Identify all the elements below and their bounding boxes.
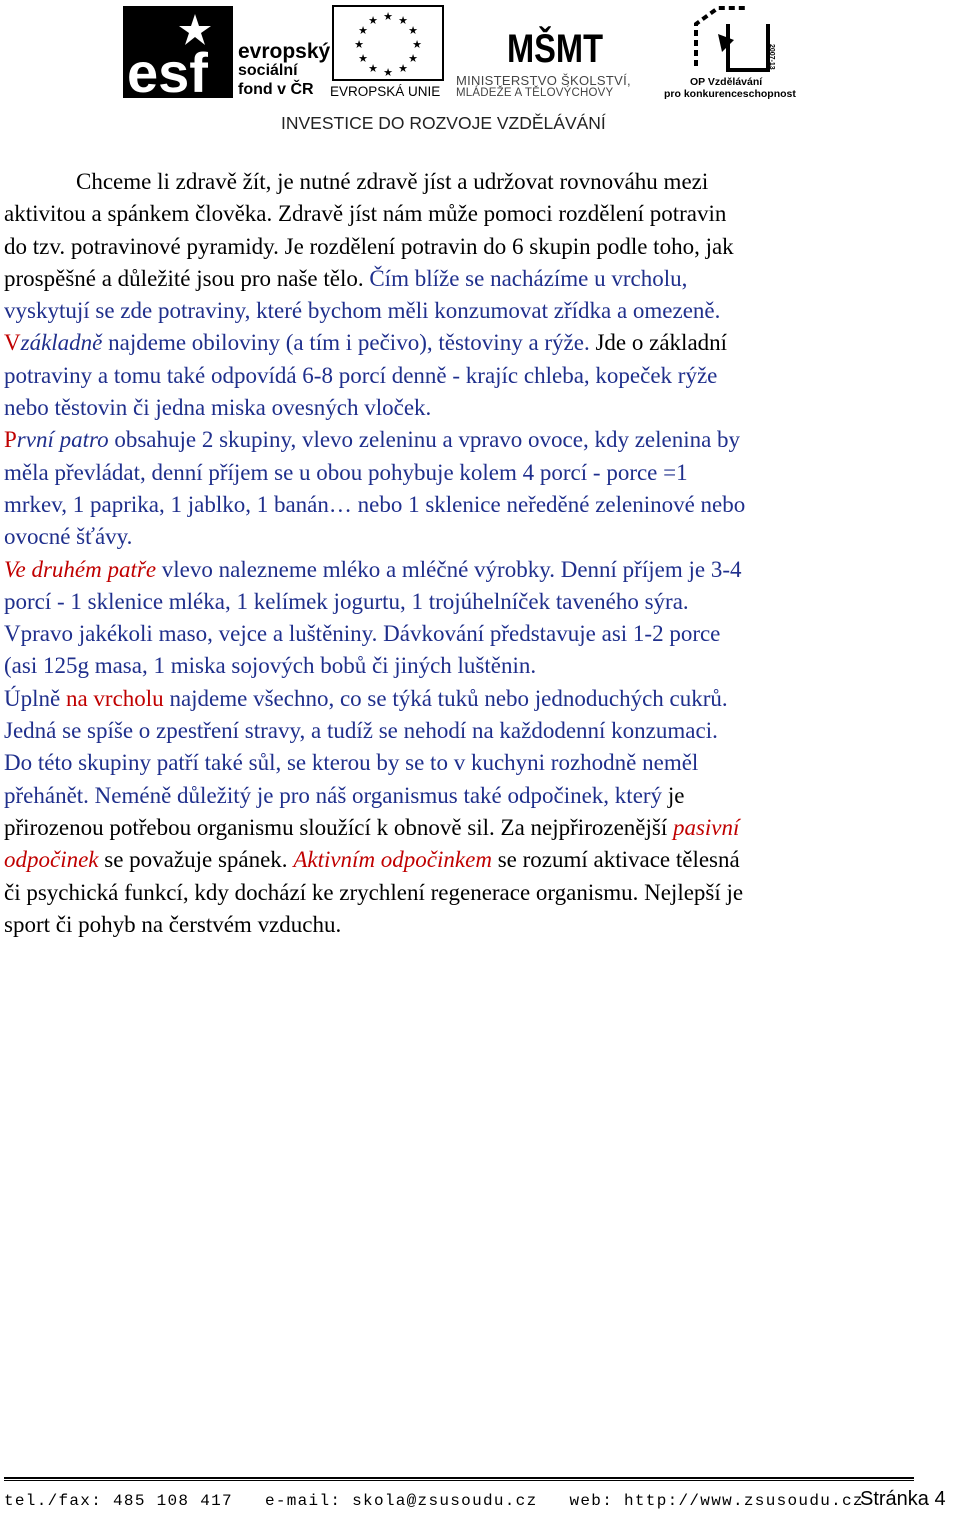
text-line	[4, 263, 944, 295]
text-run: rvní patro	[16, 427, 109, 453]
text-line: či psychická funkcí, kdy dochází ke zrychlení regenerace organismu. Nejlepší je	[4, 879, 744, 905]
esf-logo-text: esf	[127, 41, 208, 104]
text-line: do tzv. potravinové pyramidy. Je rozdělení potravin do 6 skupin podle toho, jak	[4, 233, 734, 259]
text-run: pasivní	[672, 814, 740, 840]
text-line	[4, 554, 944, 586]
footer-divider-thin	[4, 1480, 914, 1481]
text-line: vyskytují se zde potraviny, které bychom měli konzumovat zřídka a omezeně.	[4, 298, 721, 324]
text-run: Aktivním odpočinkem	[293, 847, 492, 873]
text-line: nebo těstovin či jedna miska ovesných vloček.	[4, 395, 432, 421]
svg-text:★: ★	[358, 53, 368, 65]
esf-caption	[238, 42, 330, 99]
text-run: Úplně	[4, 685, 66, 711]
svg-text:★: ★	[398, 15, 408, 27]
text-run: přehánět. Neméně důležitý je pro náš organismus také odpočinek, který	[4, 782, 663, 808]
text-run: základně	[20, 330, 103, 356]
text-run: je	[662, 782, 685, 808]
slogan: INVESTICE DO ROZVOJE VZDĚLÁVÁNÍ	[281, 113, 606, 133]
text-run: najdeme obiloviny (a tím i pečivo), těstoviny a rýže.	[102, 330, 590, 356]
text-run: P	[4, 427, 17, 453]
footer-email: e-mail: skola@zsusoudu.cz	[264, 1492, 538, 1510]
text-run: prospěšné a důležité jsou pro naše tělo.	[4, 265, 364, 291]
footer-divider	[4, 1477, 914, 1479]
text-line	[4, 327, 944, 359]
text-line: Chceme li zdravě žít, je nutné zdravě jíst a udržovat rovnováhu mezi	[76, 169, 709, 194]
text-line: (asi 125g masa, 1 miska sojových bobů či jiných luštěnin.	[4, 653, 537, 679]
msmt-caption-line1: MINISTERSTVO ŠKOLSTVÍ,	[456, 73, 631, 88]
text-run: V	[4, 330, 21, 356]
text-line	[4, 844, 944, 876]
msmt-logo	[505, 4, 625, 72]
text-line: mrkev, 1 paprika, 1 jablko, 1 banán… nebo 1 sklenice neředěné zeleninové nebo	[4, 491, 746, 517]
header-logos	[0, 0, 960, 140]
text-run: Čím blíže se nacházíme u vrcholu,	[363, 265, 688, 291]
text-run: najdeme všechno, co se týká tuků nebo jednoduchých cukrů.	[163, 685, 728, 711]
text-line: porcí - 1 sklenice mléka, 1 kelímek jogurtu, 1 trojúhelníček taveného sýra.	[4, 588, 689, 614]
text-run: Ve druhém patře	[4, 556, 157, 582]
text-run: se považuje spánek.	[98, 847, 294, 873]
text-line	[4, 424, 944, 456]
footer-web: web: http://www.zsusoudu.cz	[569, 1492, 864, 1510]
msmt-caption-line2: MLÁDEŽE A TĚLOVÝCHOVY	[456, 87, 614, 99]
svg-text:★: ★	[383, 67, 393, 79]
text-run: se rozumí aktivace tělesná	[491, 847, 740, 873]
text-run: vlevo nalezneme mléko a mléčné výrobky. Denní příjem je 3-4	[156, 556, 742, 582]
article-body	[4, 166, 944, 941]
svg-text:★: ★	[358, 25, 368, 37]
footer-phone: tel./fax: 485 108 417	[4, 1492, 233, 1510]
svg-text:★: ★	[354, 39, 364, 51]
op-caption-line1: OP Vzdělávání	[690, 76, 763, 88]
esf-caption-line3: fond v ČR	[238, 81, 314, 98]
svg-text:★: ★	[368, 15, 378, 27]
svg-text:★: ★	[398, 63, 408, 75]
esf-logo	[123, 6, 233, 104]
esf-caption-line2: sociální	[238, 62, 298, 79]
text-line: ovocné šťávy.	[4, 524, 133, 550]
svg-text:★: ★	[368, 63, 378, 75]
op-logo	[688, 4, 776, 74]
text-line	[4, 812, 944, 844]
op-years: 2007-13	[768, 44, 775, 70]
text-run: obsahuje 2 skupiny, vlevo zeleninu a vpravo ovoce, kdy zelenina by	[108, 427, 741, 453]
msmt-logo-text: MŠMT	[507, 27, 625, 71]
svg-text:★: ★	[408, 53, 418, 65]
svg-text:★: ★	[408, 25, 418, 37]
text-line: Vpravo jakékoli maso, vejce a luštěniny. Dávkování představuje asi 1-2 porce	[4, 621, 721, 647]
svg-text:★: ★	[412, 39, 422, 51]
text-line	[4, 780, 944, 812]
text-line: měla převládat, denní příjem se u obou pohybuje kolem 4 porcí - porce =1	[4, 459, 688, 485]
eu-flag-icon	[332, 5, 444, 81]
page-number: Stránka 4	[860, 1488, 946, 1510]
esf-caption-line1: evropský	[238, 40, 331, 63]
text-line: Jedná se spíše o zpestření stravy, a tudíž se nehodí na každodenní konzumaci.	[4, 718, 718, 744]
text-run: odpočinek	[4, 847, 99, 873]
text-line: Do této skupiny patří také sůl, se kterou by se to v kuchyni rozhodně neměl	[4, 750, 699, 776]
text-run: na vrcholu	[65, 685, 164, 711]
footer-contacts	[4, 1492, 896, 1510]
svg-text:★: ★	[383, 11, 393, 23]
op-caption-line2: pro konkurenceschopnost	[664, 88, 796, 100]
eu-caption: EVROPSKÁ UNIE	[330, 84, 441, 99]
text-run: přirozenou potřebou organismu sloužící k obnově sil. Za nejpřirozenější	[4, 814, 673, 840]
text-line: potraviny a tomu také odpovídá 6-8 porcí denně - krajíc chleba, kopeček rýže	[4, 362, 718, 388]
text-line: sport či pohyb na čerstvém vzduchu.	[4, 911, 342, 937]
text-line	[4, 683, 944, 715]
text-line: aktivitou a spánkem člověka. Zdravě jíst nám může pomoci rozdělení potravin	[4, 201, 727, 227]
text-run: Jde o základní	[589, 330, 728, 356]
